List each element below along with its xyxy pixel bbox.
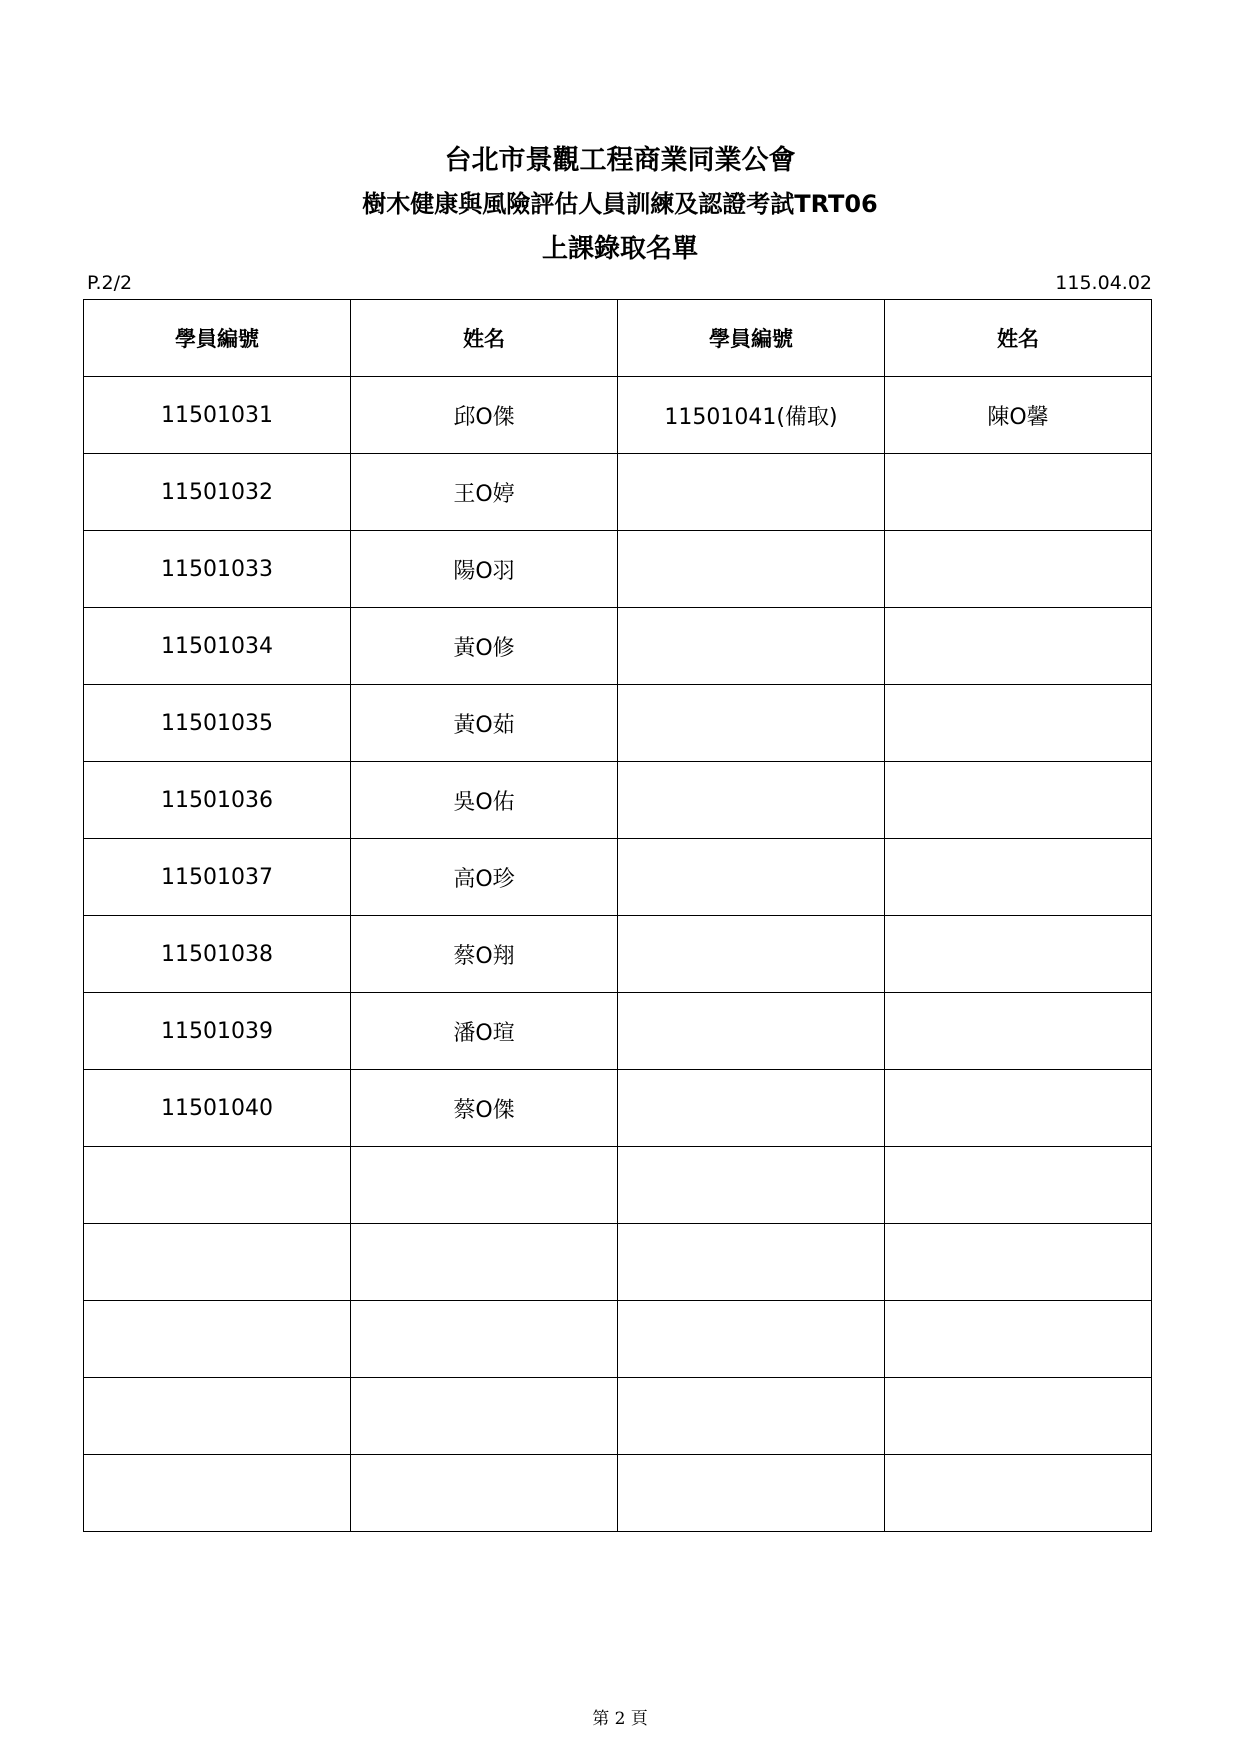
table-row bbox=[84, 1378, 1152, 1455]
document-date: 115.04.02 bbox=[1055, 272, 1152, 294]
cell-student-name: 蔡O傑 bbox=[351, 1070, 618, 1147]
cell-student-id bbox=[618, 762, 885, 839]
table-row bbox=[84, 1147, 1152, 1224]
cell-student-id: 11501035 bbox=[84, 685, 351, 762]
page-footer: 第 2 頁 bbox=[592, 1709, 648, 1729]
cell-student-id: 11501037 bbox=[84, 839, 351, 916]
column-header-student-id: 學員編號 bbox=[84, 300, 351, 377]
table-row bbox=[84, 377, 1152, 454]
cell-student-name bbox=[351, 1455, 618, 1532]
cell-student-name: 黃O茹 bbox=[351, 685, 618, 762]
cell-student-id bbox=[618, 993, 885, 1070]
cell-student-name bbox=[885, 839, 1152, 916]
admission-roster-table bbox=[83, 299, 1152, 1532]
cell-student-name bbox=[885, 531, 1152, 608]
cell-student-id bbox=[618, 1378, 885, 1455]
cell-student-id bbox=[618, 1147, 885, 1224]
table-header-row bbox=[84, 300, 1152, 377]
cell-student-id bbox=[618, 1455, 885, 1532]
cell-student-name bbox=[885, 1224, 1152, 1301]
cell-student-name: 陽O羽 bbox=[351, 531, 618, 608]
cell-student-name bbox=[351, 1301, 618, 1378]
cell-student-name: 陳O馨 bbox=[885, 377, 1152, 454]
cell-student-id: 11501033 bbox=[84, 531, 351, 608]
table-row bbox=[84, 685, 1152, 762]
cell-student-id: 11501031 bbox=[84, 377, 351, 454]
table-row bbox=[84, 762, 1152, 839]
cell-student-id bbox=[618, 1224, 885, 1301]
cell-student-name: 潘O瑄 bbox=[351, 993, 618, 1070]
table-row bbox=[84, 916, 1152, 993]
cell-student-id: 11501032 bbox=[84, 454, 351, 531]
cell-student-name: 吳O佑 bbox=[351, 762, 618, 839]
cell-student-id: 11501036 bbox=[84, 762, 351, 839]
table-row bbox=[84, 1224, 1152, 1301]
cell-student-id: 11501034 bbox=[84, 608, 351, 685]
table-row bbox=[84, 608, 1152, 685]
cell-student-id: 11501039 bbox=[84, 993, 351, 1070]
document-title: 上課錄取名單 bbox=[541, 234, 698, 264]
cell-student-id bbox=[618, 531, 885, 608]
column-header-student-id: 學員編號 bbox=[618, 300, 885, 377]
cell-student-id bbox=[618, 454, 885, 531]
table-row bbox=[84, 531, 1152, 608]
cell-student-name: 高O珍 bbox=[351, 839, 618, 916]
cell-student-name bbox=[885, 916, 1152, 993]
cell-student-id bbox=[618, 1301, 885, 1378]
cell-student-id bbox=[618, 685, 885, 762]
cell-student-id bbox=[84, 1224, 351, 1301]
table-body bbox=[84, 377, 1152, 1532]
cell-student-name bbox=[885, 454, 1152, 531]
cell-student-id bbox=[618, 916, 885, 993]
column-header-name: 姓名 bbox=[885, 300, 1152, 377]
cell-student-name bbox=[885, 1147, 1152, 1224]
cell-student-name bbox=[885, 685, 1152, 762]
table-row bbox=[84, 993, 1152, 1070]
cell-student-name: 邱O傑 bbox=[351, 377, 618, 454]
cell-student-id: 11501041(備取) bbox=[618, 377, 885, 454]
cell-student-id bbox=[84, 1147, 351, 1224]
cell-student-id bbox=[84, 1455, 351, 1532]
cell-student-name: 王O婷 bbox=[351, 454, 618, 531]
cell-student-name bbox=[885, 993, 1152, 1070]
table-row bbox=[84, 1455, 1152, 1532]
column-header-name: 姓名 bbox=[351, 300, 618, 377]
cell-student-id: 11501038 bbox=[84, 916, 351, 993]
cell-student-name bbox=[885, 762, 1152, 839]
cell-student-name bbox=[885, 1378, 1152, 1455]
cell-student-name: 蔡O翔 bbox=[351, 916, 618, 993]
table-row bbox=[84, 454, 1152, 531]
cell-student-id bbox=[84, 1378, 351, 1455]
cell-student-id: 11501040 bbox=[84, 1070, 351, 1147]
cell-student-name bbox=[885, 1455, 1152, 1532]
cell-student-id bbox=[84, 1301, 351, 1378]
cell-student-name: 黃O修 bbox=[351, 608, 618, 685]
table-row bbox=[84, 1301, 1152, 1378]
cell-student-name bbox=[885, 608, 1152, 685]
cell-student-name bbox=[351, 1224, 618, 1301]
table-row bbox=[84, 839, 1152, 916]
table-row bbox=[84, 1070, 1152, 1147]
cell-student-id bbox=[618, 1070, 885, 1147]
page-indicator: P.2/2 bbox=[87, 272, 133, 294]
course-title: 樹木健康與風險評估人員訓練及認證考試TRT06 bbox=[362, 190, 878, 218]
cell-student-name bbox=[351, 1147, 618, 1224]
cell-student-name bbox=[885, 1070, 1152, 1147]
cell-student-id bbox=[618, 608, 885, 685]
cell-student-name bbox=[885, 1301, 1152, 1378]
organization-title: 台北市景觀工程商業同業公會 bbox=[444, 145, 796, 176]
cell-student-id bbox=[618, 839, 885, 916]
cell-student-name bbox=[351, 1378, 618, 1455]
